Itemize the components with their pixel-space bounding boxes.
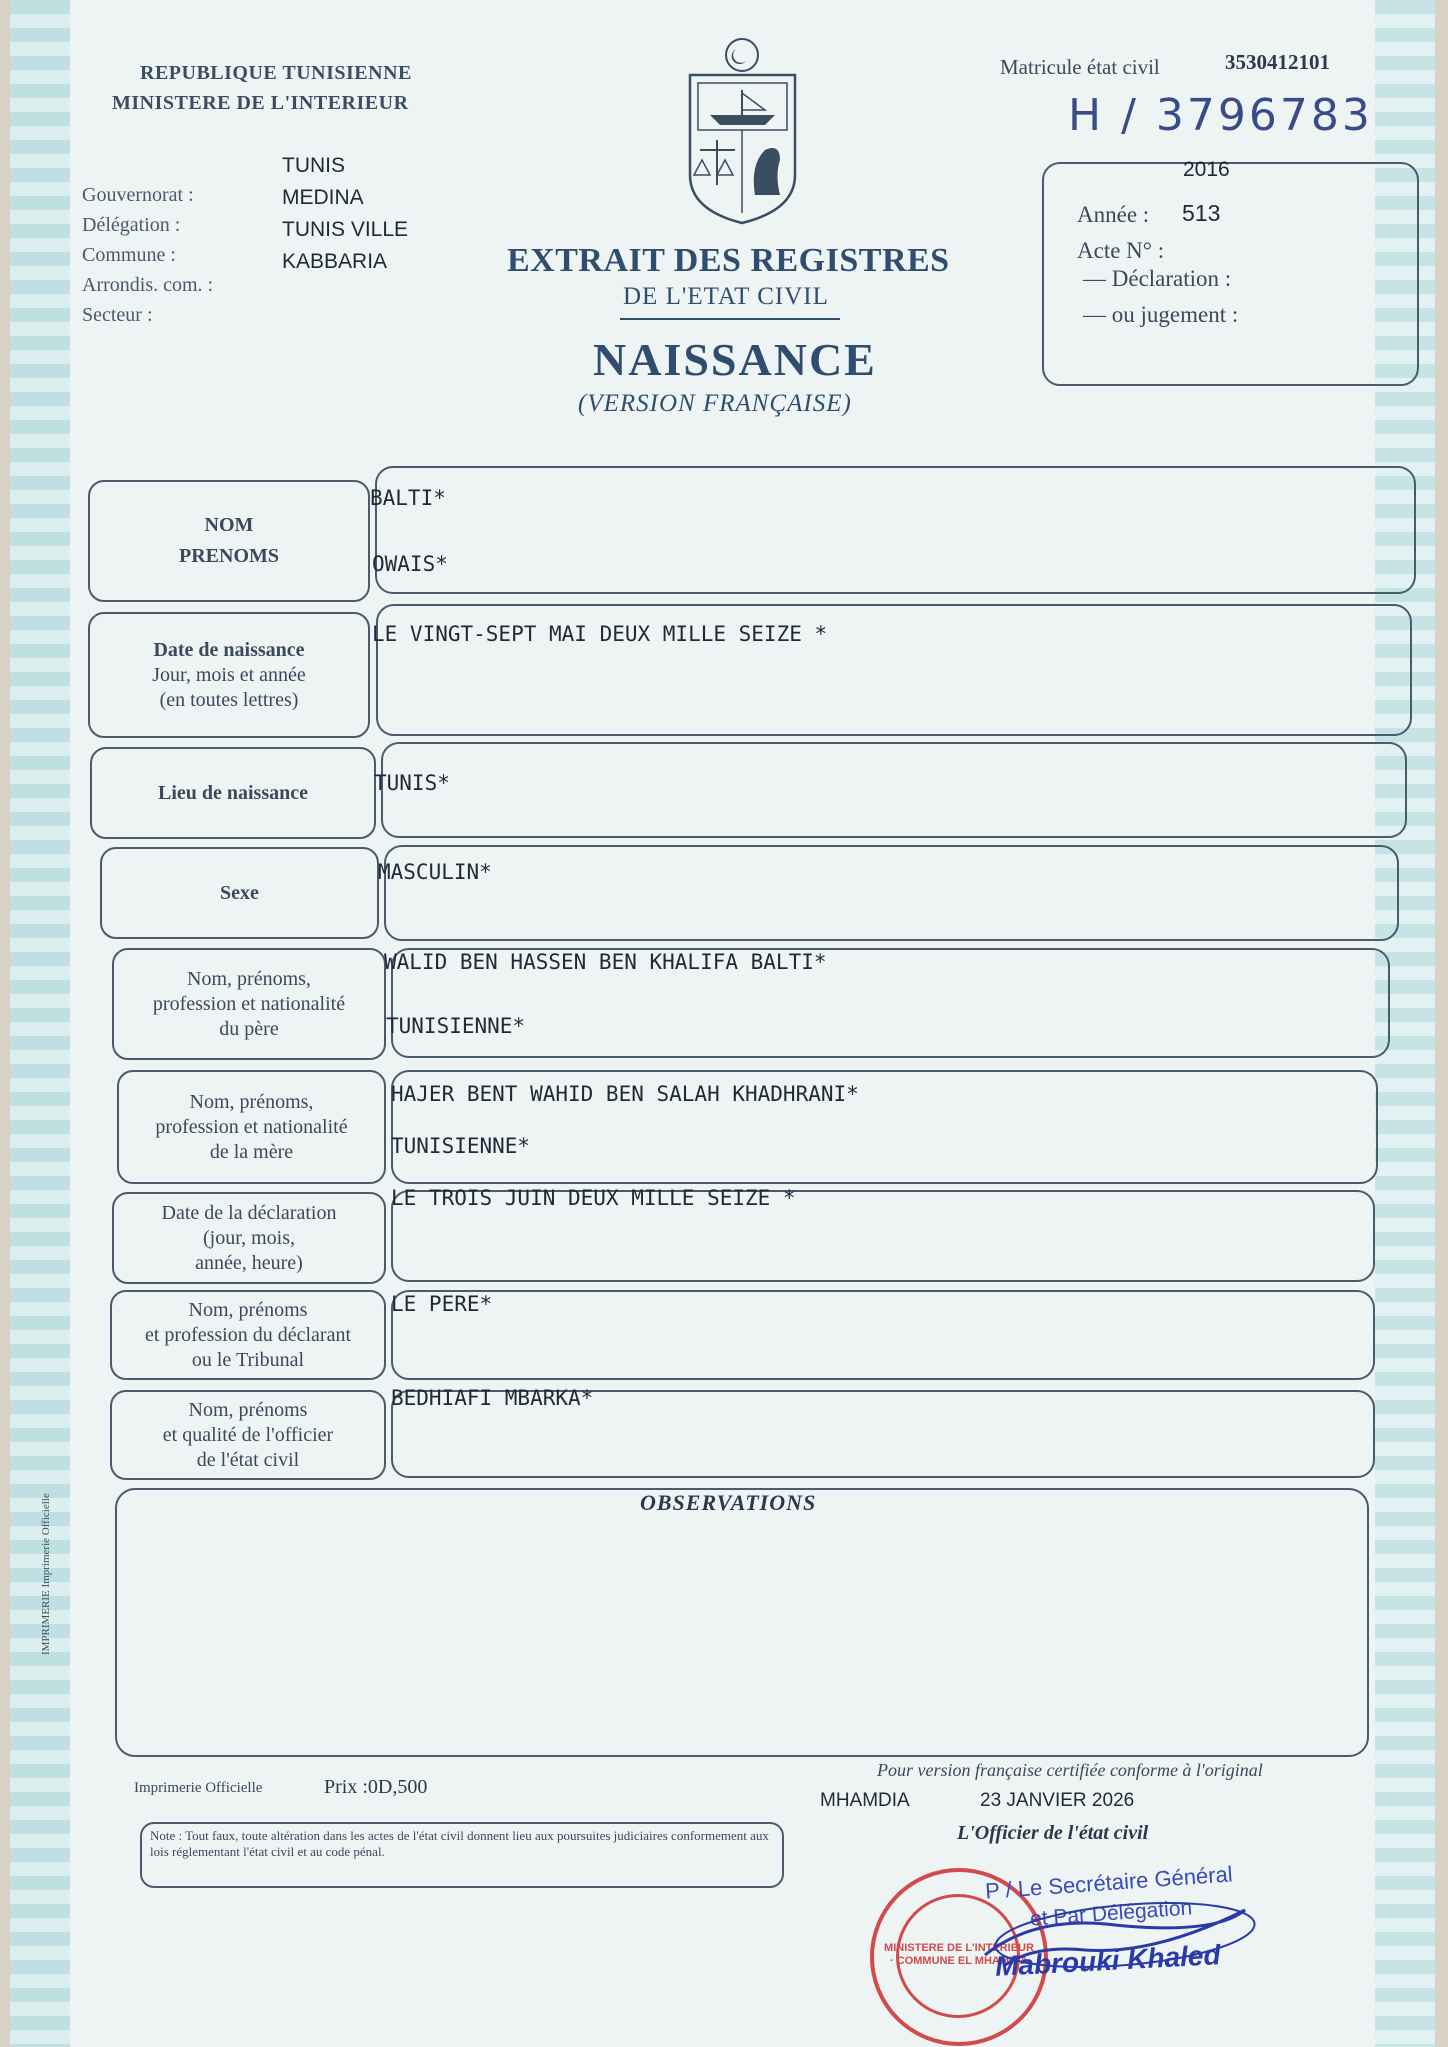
document-type: NAISSANCE bbox=[593, 334, 877, 385]
admin-label: Arrondis. com. : bbox=[82, 274, 214, 296]
officer-title: L'Officier de l'état civil bbox=[957, 1822, 1149, 1844]
father-label-line: du père bbox=[219, 1017, 279, 1040]
pob-label: Lieu de naissance bbox=[157, 781, 309, 804]
declarant-value-cell bbox=[391, 1290, 1375, 1380]
mother-label-line: Nom, prénoms, bbox=[189, 1090, 314, 1113]
admin-value: MEDINA bbox=[282, 186, 364, 209]
mother-label-cell bbox=[117, 1070, 386, 1184]
side-printer-text: IMPRIMERIE Imprimerie Officielle bbox=[40, 1493, 52, 1655]
sexe-label: Sexe bbox=[220, 881, 259, 904]
dob-label: Date de naissance bbox=[153, 638, 305, 661]
admin-labels bbox=[82, 180, 213, 330]
officer-label-cell bbox=[110, 1390, 386, 1480]
dob-label-sub: (en toutes lettres) bbox=[159, 688, 299, 711]
declaration-date-value: LE TROIS JUIN DEUX MILLE SEIZE * bbox=[391, 1186, 796, 1210]
declaration-date-label-line: année, heure) bbox=[195, 1251, 303, 1274]
dob-label-cell bbox=[88, 612, 370, 738]
issue-date: 23 JANVIER 2026 bbox=[980, 1790, 1135, 1811]
acte-label: Acte N° : bbox=[1077, 238, 1165, 263]
declaration-date-label-line: Date de la déclaration bbox=[161, 1201, 337, 1224]
printer-name: Imprimerie Officielle bbox=[134, 1780, 263, 1796]
observations-heading: OBSERVATIONS bbox=[640, 1490, 817, 1515]
admin-value: KABBARIA bbox=[282, 250, 388, 273]
officer-label-line: Nom, prénoms bbox=[188, 1398, 308, 1421]
pob-value-cell bbox=[381, 742, 1407, 838]
father-name-value: WALID BEN HASSEN BEN KHALIFA BALTI* bbox=[384, 950, 827, 974]
prenoms-value: OWAIS* bbox=[372, 552, 448, 576]
officer-label-line: et qualité de l'officier bbox=[162, 1423, 334, 1446]
declaration-label: — Déclaration : bbox=[1083, 266, 1232, 291]
title-divider bbox=[620, 318, 840, 320]
dob-value: LE VINGT-SEPT MAI DEUX MILLE SEIZE * bbox=[372, 622, 828, 646]
signatory-name: Mabrouki Khaled bbox=[994, 1939, 1222, 1982]
signatory-line-2: et Par Délégation bbox=[1029, 1896, 1193, 1931]
serial-number: H / 3796783 bbox=[1068, 90, 1373, 141]
jugement-label: — ou jugement : bbox=[1083, 302, 1239, 327]
signature-scribble-icon bbox=[975, 1895, 1265, 1975]
acte-number-value: 513 bbox=[1182, 200, 1221, 226]
signatory-line-1: P / Le Secrétaire Général bbox=[984, 1861, 1234, 1904]
legal-note: Note : Tout faux, toute altération dans les actes de l'état civil donnent lieu aux poursuites judiciaires conformement aux lois réglementant l'état civil et au code pénal. bbox=[150, 1828, 769, 1859]
observations-box bbox=[115, 1488, 1369, 1757]
father-label-cell bbox=[112, 948, 386, 1060]
name-label-cell bbox=[88, 480, 370, 602]
sexe-value: MASCULIN* bbox=[378, 860, 492, 884]
nom-label: NOM bbox=[204, 514, 254, 536]
mother-nationality-value: TUNISIENNE* bbox=[391, 1134, 531, 1158]
declarant-label-line: et profession du déclarant bbox=[144, 1323, 352, 1346]
name-value-cell bbox=[375, 466, 1416, 594]
declarant-label-cell bbox=[110, 1290, 386, 1380]
matricule-label: Matricule état civil bbox=[1000, 55, 1160, 79]
document-version: (VERSION FRANÇAISE) bbox=[578, 390, 852, 417]
declaration-date-label-cell bbox=[112, 1192, 386, 1284]
mother-label-line: de la mère bbox=[209, 1140, 294, 1163]
admin-label: Secteur : bbox=[82, 304, 153, 326]
certification-text: Pour version française certifiée conforme à l'original bbox=[877, 1760, 1263, 1780]
price: Prix :0D,500 bbox=[324, 1776, 428, 1798]
mother-name-value: HAJER BENT WAHID BEN SALAH KHADHRANI* bbox=[391, 1082, 859, 1106]
admin-label: Commune : bbox=[82, 244, 176, 266]
ministry-heading: MINISTERE DE L'INTERIEUR bbox=[112, 92, 409, 114]
admin-values bbox=[282, 150, 408, 278]
officer-value: BEDHIAFI MBARKA* bbox=[391, 1386, 594, 1410]
officer-label-line: de l'état civil bbox=[196, 1448, 300, 1471]
declarant-label-line: ou le Tribunal bbox=[191, 1348, 305, 1371]
father-nationality-value: TUNISIENNE* bbox=[386, 1014, 526, 1038]
annee-label: Année : bbox=[1077, 202, 1150, 227]
prenoms-label: PRENOMS bbox=[179, 545, 279, 567]
issue-place: MHAMDIA bbox=[820, 1790, 910, 1811]
pob-label-cell bbox=[90, 747, 376, 839]
declarant-value: LE PERE* bbox=[391, 1292, 493, 1316]
admin-value: TUNIS VILLE bbox=[282, 218, 409, 241]
nom-value: BALTI* bbox=[370, 486, 446, 510]
republic-heading: REPUBLIQUE TUNISIENNE bbox=[140, 62, 412, 84]
father-label-line: Nom, prénoms, bbox=[187, 967, 311, 990]
dob-label-sub: Jour, mois et année bbox=[152, 663, 306, 686]
declaration-date-label-line: (jour, mois, bbox=[203, 1226, 295, 1249]
coat-of-arms-icon bbox=[680, 35, 805, 225]
admin-label: Délégation : bbox=[82, 214, 181, 236]
matricule-value: 3530412101 bbox=[1225, 50, 1330, 74]
pob-value: TUNIS* bbox=[374, 771, 450, 795]
stamp-text: MINISTERE DE L'INTERIEUR · COMMUNE EL MHAMDIA bbox=[884, 1942, 1034, 1967]
sexe-value-cell bbox=[384, 845, 1399, 941]
admin-label: Gouvernorat : bbox=[82, 184, 194, 206]
mother-label-line: profession et nationalité bbox=[155, 1115, 348, 1138]
admin-value: TUNIS bbox=[282, 154, 345, 177]
document-subtitle: DE L'ETAT CIVIL bbox=[623, 283, 829, 310]
sexe-label-cell bbox=[100, 847, 379, 939]
guilloche-border-left bbox=[10, 0, 70, 2047]
declarant-label-line: Nom, prénoms bbox=[188, 1298, 308, 1321]
act-year-value: 2016 bbox=[1183, 158, 1230, 181]
father-label-line: profession et nationalité bbox=[152, 992, 346, 1015]
document-title: EXTRAIT DES REGISTRES bbox=[507, 242, 950, 279]
